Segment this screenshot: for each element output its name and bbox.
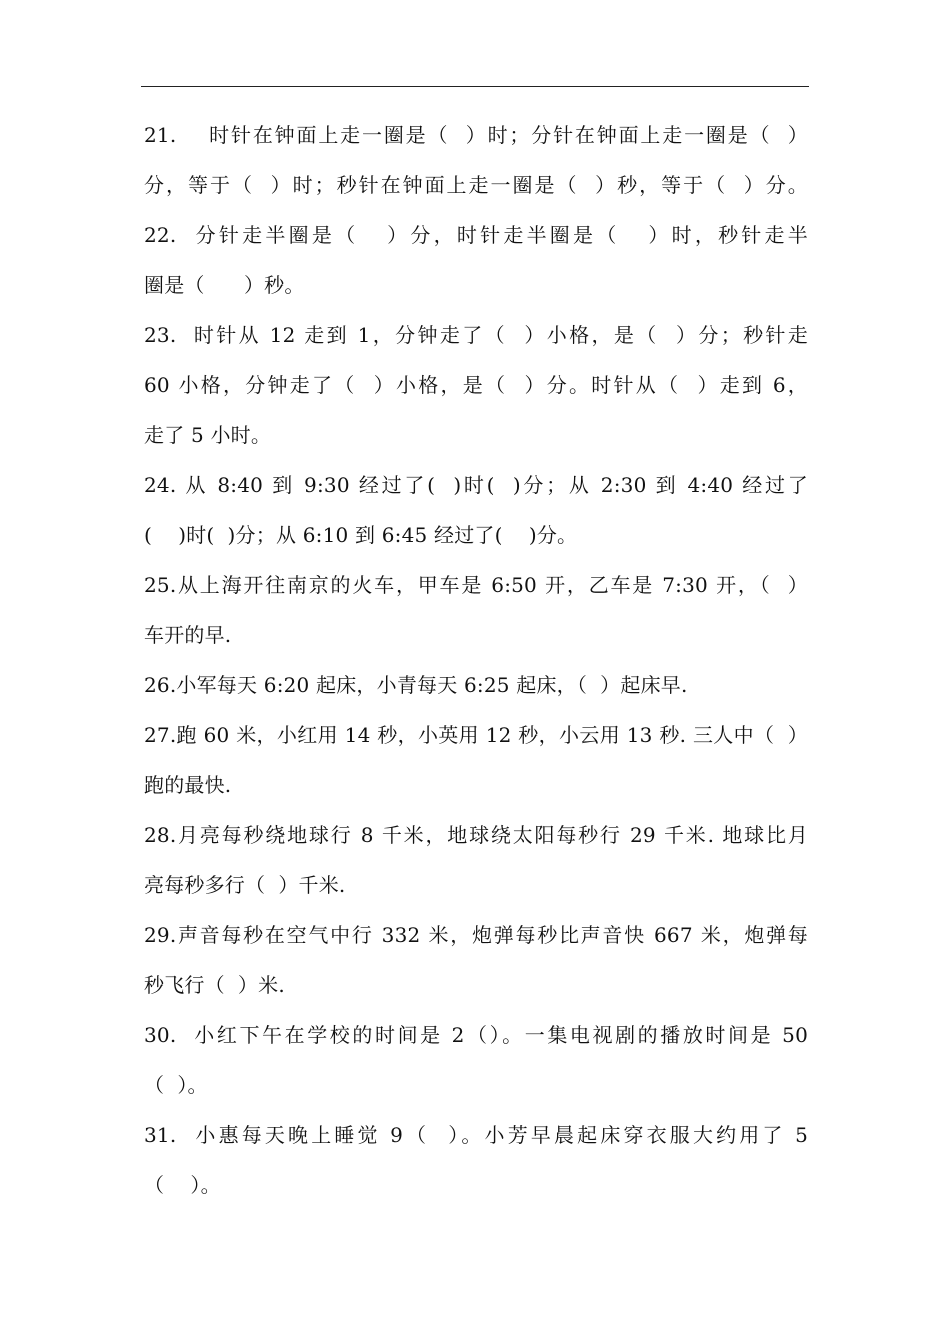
question-26-line-1: 26.小军每天 6:20 起床，小青每天 6:25 起床，（ ）起床早. (144, 673, 688, 697)
question-27-line-1: 27.跑 60 米，小红用 14 秒，小英用 12 秒，小云用 13 秒. 三人中（ ） (144, 723, 808, 747)
question-28-line-2: 亮每秒多行（ ）千米. (144, 873, 346, 897)
question-21-line-1: 21. 时针在钟面上走一圈是（ ）时；分针在钟面上走一圈是（ ） (144, 123, 808, 147)
question-29-line-1: 29.声音每秒在空气中行 332 米，炮弹每秒比声音快 667 米，炮弹每 (144, 923, 808, 947)
question-25-line-2: 车开的早. (144, 623, 232, 647)
question-27-line-2: 跑的最快. (144, 773, 232, 797)
question-23-line-1: 23. 时针从 12 走到 1，分钟走了（ ）小格，是（ ）分；秒针走 (144, 323, 808, 347)
question-23-line-2: 60 小格，分钟走了（ ）小格，是（ ）分。时针从（ ）走到 6， (144, 373, 808, 397)
question-30-line-1: 30. 小红下午在学校的时间是 2（）。一集电视剧的播放时间是 50 (144, 1023, 808, 1047)
question-31-line-2: （ ）。 (144, 1173, 221, 1197)
question-24-line-2: ( )时( )分；从 6:10 到 6:45 经过了( )分。 (144, 523, 578, 547)
question-22-line-2: 圈是（ ）秒。 (144, 273, 305, 297)
header-rule (141, 86, 809, 87)
question-22-line-1: 22. 分针走半圈是（ ）分，时针走半圈是（ ）时，秒针走半 (144, 223, 808, 247)
question-31-line-1: 31. 小惠每天晚上睡觉 9（ ）。小芳早晨起床穿衣服大约用了 5 (144, 1123, 808, 1147)
question-23-line-3: 走了 5 小时。 (144, 423, 272, 447)
question-21-line-2: 分，等于（ ）时；秒针在钟面上走一圈是（ ）秒，等于（ ）分。 (144, 173, 808, 197)
question-25-line-1: 25.从上海开往南京的火车，甲车是 6:50 开，乙车是 7:30 开，（ ） (144, 573, 808, 597)
question-29-line-2: 秒飞行（ ）米. (144, 973, 285, 997)
question-28-line-1: 28.月亮每秒绕地球行 8 千米，地球绕太阳每秒行 29 千米. 地球比月 (144, 823, 808, 847)
question-30-line-2: （ ）。 (144, 1073, 208, 1097)
question-24-line-1: 24. 从 8:40 到 9:30 经过了( )时( )分；从 2:30 到 4:40 经过了 (144, 473, 808, 497)
